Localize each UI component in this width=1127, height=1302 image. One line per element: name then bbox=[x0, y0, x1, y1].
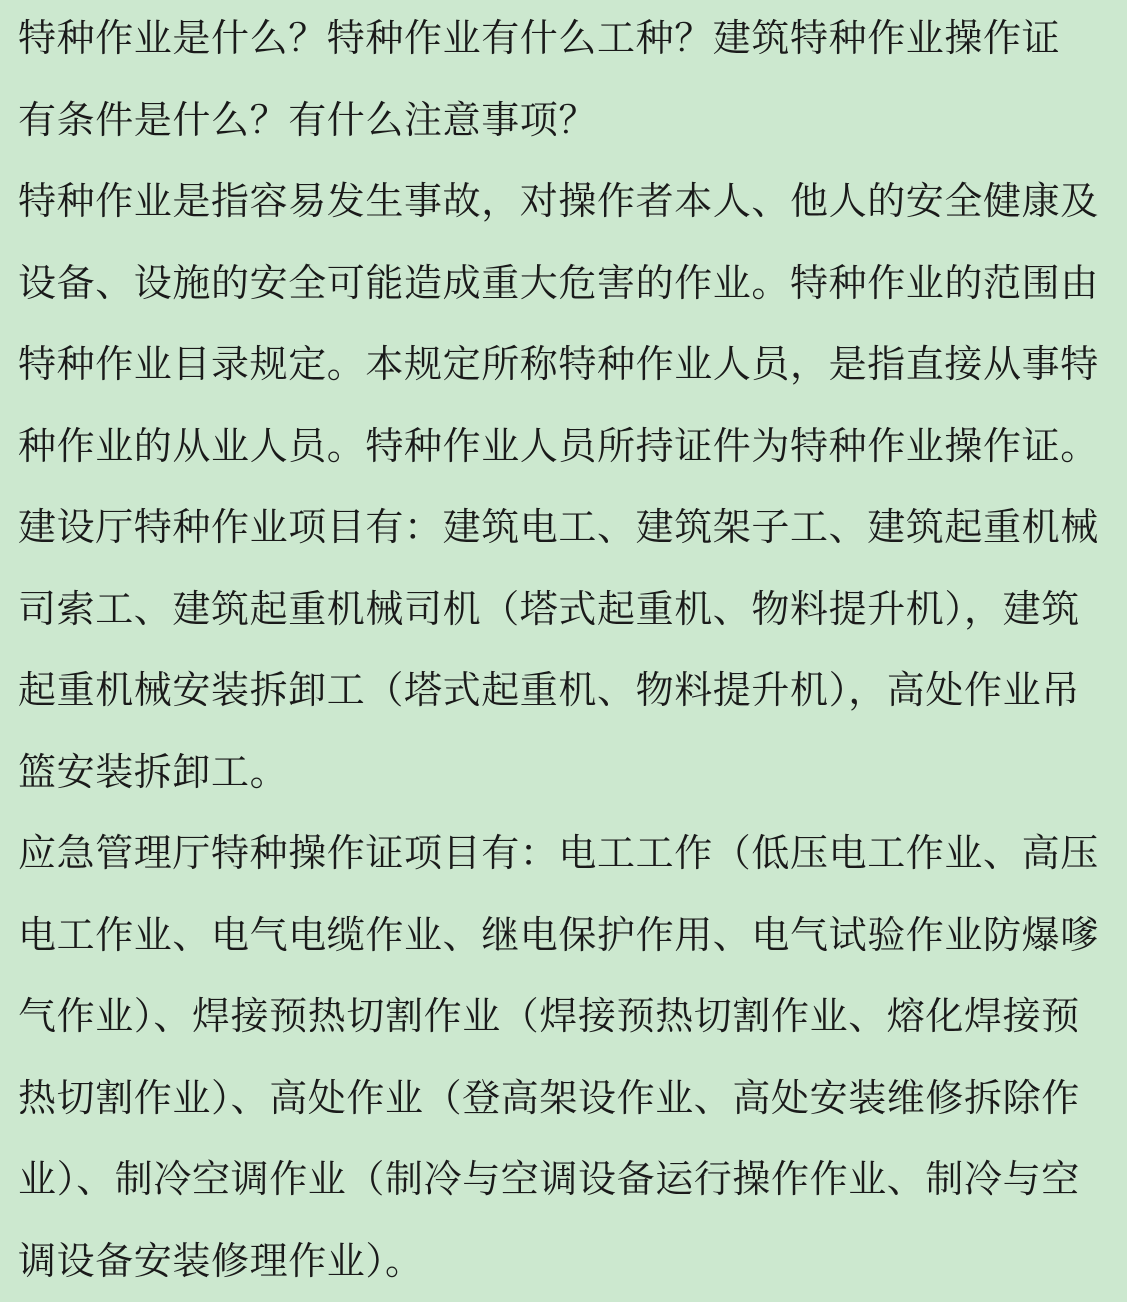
paragraph-2-line-4: 篮安装拆卸工。 bbox=[18, 732, 1109, 814]
paragraph-1-line-2: 设备、设施的安全可能造成重大危害的作业。特种作业的范围由 bbox=[18, 243, 1109, 325]
paragraph-1-line-3: 特种作业目录规定。本规定所称特种作业人员，是指直接从事特 bbox=[18, 324, 1109, 406]
paragraph-3-line-6: 调设备安装修理作业）。 bbox=[18, 1221, 1109, 1302]
paragraph-3-line-2: 电工作业、电气电缆作业、继电保护作用、电气试验作业防爆嗲 bbox=[18, 895, 1109, 977]
paragraph-2-line-3: 起重机械安装拆卸工（塔式起重机、物料提升机），高处作业吊 bbox=[18, 650, 1109, 732]
paragraph-1-line-4: 种作业的从业人员。特种作业人员所持证件为特种作业操作证。 bbox=[18, 406, 1109, 488]
paragraph-3-line-3: 气作业）、焊接预热切割作业（焊接预热切割作业、熔化焊接预 bbox=[18, 976, 1109, 1058]
title-line-1: 特种作业是什么？特种作业有什么工种？建筑特种作业操作证 bbox=[18, 0, 1109, 80]
paragraph-3-line-5: 业）、制冷空调作业（制冷与空调设备运行操作作业、制冷与空 bbox=[18, 1139, 1109, 1221]
paragraph-3-line-4: 热切割作业）、高处作业（登高架设作业、高处安装维修拆除作 bbox=[18, 1058, 1109, 1140]
paragraph-3-line-1: 应急管理厅特种操作证项目有：电工工作（低压电工作业、高压 bbox=[18, 813, 1109, 895]
paragraph-1-line-1: 特种作业是指容易发生事故，对操作者本人、他人的安全健康及 bbox=[18, 161, 1109, 243]
title-line-2: 有条件是什么？有什么注意事项？ bbox=[18, 80, 1109, 162]
paragraph-2-line-1: 建设厅特种作业项目有：建筑电工、建筑架子工、建筑起重机械 bbox=[18, 487, 1109, 569]
paragraph-2-line-2: 司索工、建筑起重机械司机（塔式起重机、物料提升机），建筑 bbox=[18, 569, 1109, 651]
